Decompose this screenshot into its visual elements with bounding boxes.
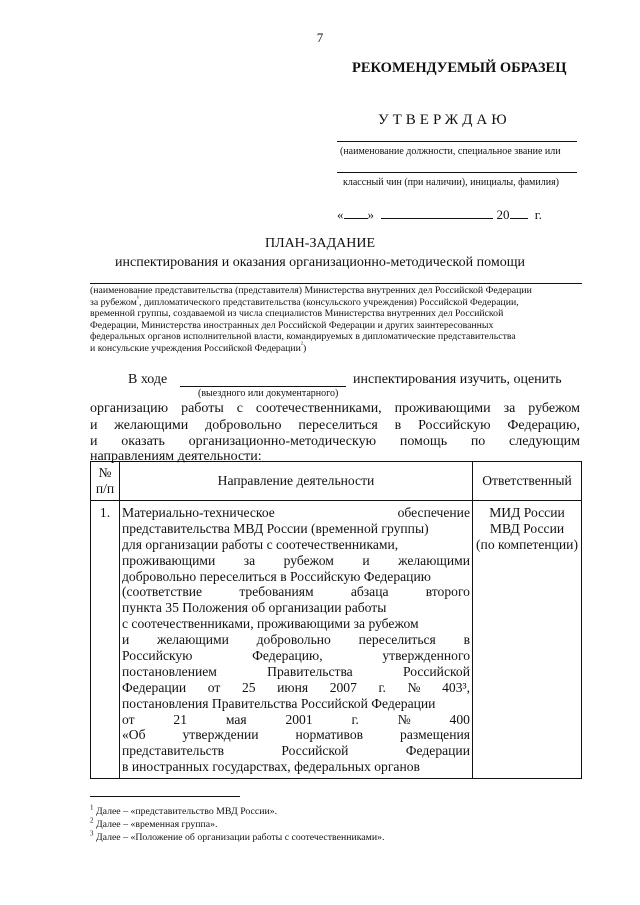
- direction-line: «Об утверждении нормативов размещения: [122, 727, 470, 743]
- note-line: [90, 294, 582, 309]
- footnote-mark: ²: [300, 340, 304, 349]
- direction-line: Материально-техническое обеспечение: [122, 505, 470, 520]
- responsible-mvd: МВД России: [489, 520, 565, 536]
- header-direction: Направление деятельности: [120, 462, 473, 501]
- word: по: [470, 434, 486, 449]
- table-row: [91, 501, 582, 779]
- footnote-mark: 3: [90, 829, 94, 838]
- note-text: ): [303, 342, 307, 354]
- row-responsible: [473, 501, 582, 779]
- note-line: Федерации, Министерства иностранных дел Российской Федерации и других заинтересованных: [90, 319, 494, 331]
- day-blank: [344, 208, 368, 219]
- direction-line: от 21 мая 2001 г. № 400: [122, 711, 470, 727]
- direction-line: Федерации от 25 июня 2007 г. № 403³,: [122, 679, 470, 695]
- header-number: [91, 462, 120, 501]
- date-close-quote: »: [367, 207, 374, 222]
- footnote-mark: 1: [90, 803, 94, 812]
- document-title: ПЛАН-ЗАДАНИЕ: [264, 236, 376, 251]
- direction-line: с соотечественниками, проживающими за рубежом: [122, 616, 419, 632]
- direction-line: проживающими за рубежом и желающими: [122, 552, 470, 568]
- intro-line-2: [90, 401, 580, 418]
- word: проживающими: [394, 401, 491, 416]
- inspection-type-line: [180, 386, 346, 387]
- signature-line-2: [337, 172, 577, 173]
- direction-line: постановлением Правительства Российской: [122, 663, 470, 679]
- word: и: [90, 418, 98, 433]
- approve-heading: УТВЕРЖДАЮ: [378, 112, 511, 128]
- note-text: за рубежом: [90, 296, 137, 308]
- word: переселиться: [298, 418, 378, 433]
- header-responsible: Ответственный: [473, 462, 582, 501]
- direction-line: Российскую Федерацию, утвержденного: [122, 648, 470, 664]
- note-line: (наименование представительства (представителя) Министерства внутренних дел Российской Федерации: [90, 285, 532, 296]
- footnote-3: [90, 829, 385, 843]
- direction-line: постановления Правительства Российской Федерации: [122, 695, 436, 711]
- direction-line: для организации работы с соотечественниками,: [122, 536, 399, 552]
- footnote-text: Далее – «представительство МВД России».: [95, 806, 278, 817]
- note-line: федеральных органов исполнительной власти, командируемых в дипломатические представительства: [90, 331, 516, 343]
- date-open-quote: «: [337, 207, 344, 222]
- header-number-line1: №: [98, 465, 112, 481]
- document-subtitle: инспектирования и оказания организационно-методической помощи: [115, 255, 525, 270]
- word: желающими: [114, 418, 189, 433]
- word: организацию: [90, 401, 169, 416]
- footnote-1: [90, 803, 278, 817]
- rank-hint: классный чин (при наличии), инициалы, фамилия): [343, 177, 559, 188]
- inspection-type-hint: (выездного или документарного): [198, 388, 339, 399]
- footnote-mark: 2: [90, 816, 94, 825]
- note-text: , дипломатического представительства (консульского учреждения) Российской Федерации,: [138, 296, 519, 308]
- word: работы: [181, 401, 224, 416]
- word: организационно-методическую: [188, 434, 377, 449]
- direction-line: добровольно переселиться в Российскую Федерацию: [122, 568, 431, 584]
- note-line: [90, 340, 582, 355]
- intro-in-course: В ходе: [128, 372, 168, 387]
- footnote-2: [90, 816, 218, 830]
- plan-table: [90, 461, 582, 779]
- word: Российскую: [418, 418, 491, 433]
- representation-hint: [90, 285, 582, 355]
- note-text: и консульские учреждения Российской Федерации: [90, 342, 301, 354]
- date-year: 20: [496, 207, 510, 222]
- word: помощь: [399, 434, 448, 449]
- word: в: [394, 418, 402, 433]
- direction-line: и желающими добровольно переселиться в: [122, 632, 470, 648]
- word: добровольно: [205, 418, 282, 433]
- row-direction: [120, 501, 473, 779]
- footnote-text: Далее – «Положение об организации работы с соотечественниками».: [95, 832, 385, 843]
- direction-line: представительств Российской Федерации: [122, 743, 470, 759]
- word: с: [236, 401, 243, 416]
- intro-line-3: [90, 418, 580, 435]
- page-number: 7: [316, 30, 324, 45]
- footnote-divider: [90, 796, 240, 797]
- direction-line: (соответствие требованиям абзаца второго: [122, 584, 470, 600]
- approval-date: [337, 207, 542, 223]
- direction-line: пункта 35 Положения об организации работы: [122, 600, 387, 616]
- responsible-mid: МИД России: [489, 505, 565, 520]
- word: следующим: [509, 434, 580, 449]
- signature-line-1: [337, 141, 577, 142]
- header-number-line2: п/п: [95, 481, 115, 496]
- table-header-row: [91, 462, 582, 501]
- note-line: временной группы, создаваемой из числа специалистов Министерства внутренних дел Российской: [90, 308, 504, 320]
- footnote-mark: ¹: [136, 294, 139, 303]
- recommended-sample-stamp: РЕКОМЕНДУЕМЫЙ ОБРАЗЕЦ: [352, 60, 567, 76]
- word: рубежом: [528, 401, 580, 416]
- representation-line: [90, 283, 582, 284]
- word: за: [503, 401, 516, 416]
- row-number: 1.: [91, 501, 120, 779]
- year-blank: [510, 208, 528, 219]
- direction-line: в иностранных государствах, федеральных органов: [122, 759, 420, 775]
- month-blank: [381, 208, 493, 219]
- word: и: [90, 434, 98, 449]
- word: соотечественниками,: [255, 401, 382, 416]
- date-year-suffix: г.: [534, 207, 542, 222]
- word: Федерацию,: [507, 418, 580, 433]
- word: оказать: [121, 434, 165, 449]
- responsible-scope: (по компетенции): [476, 536, 578, 552]
- intro-inspect: инспектирования изучить, оценить: [353, 372, 562, 387]
- direction-line: представительства МВД России (временной группы): [122, 520, 429, 536]
- position-hint: (наименование должности, специальное звание или: [340, 146, 561, 157]
- intro-line-5: направлениям деятельности:: [90, 449, 262, 464]
- footnote-text: Далее – «временная группа».: [95, 819, 218, 830]
